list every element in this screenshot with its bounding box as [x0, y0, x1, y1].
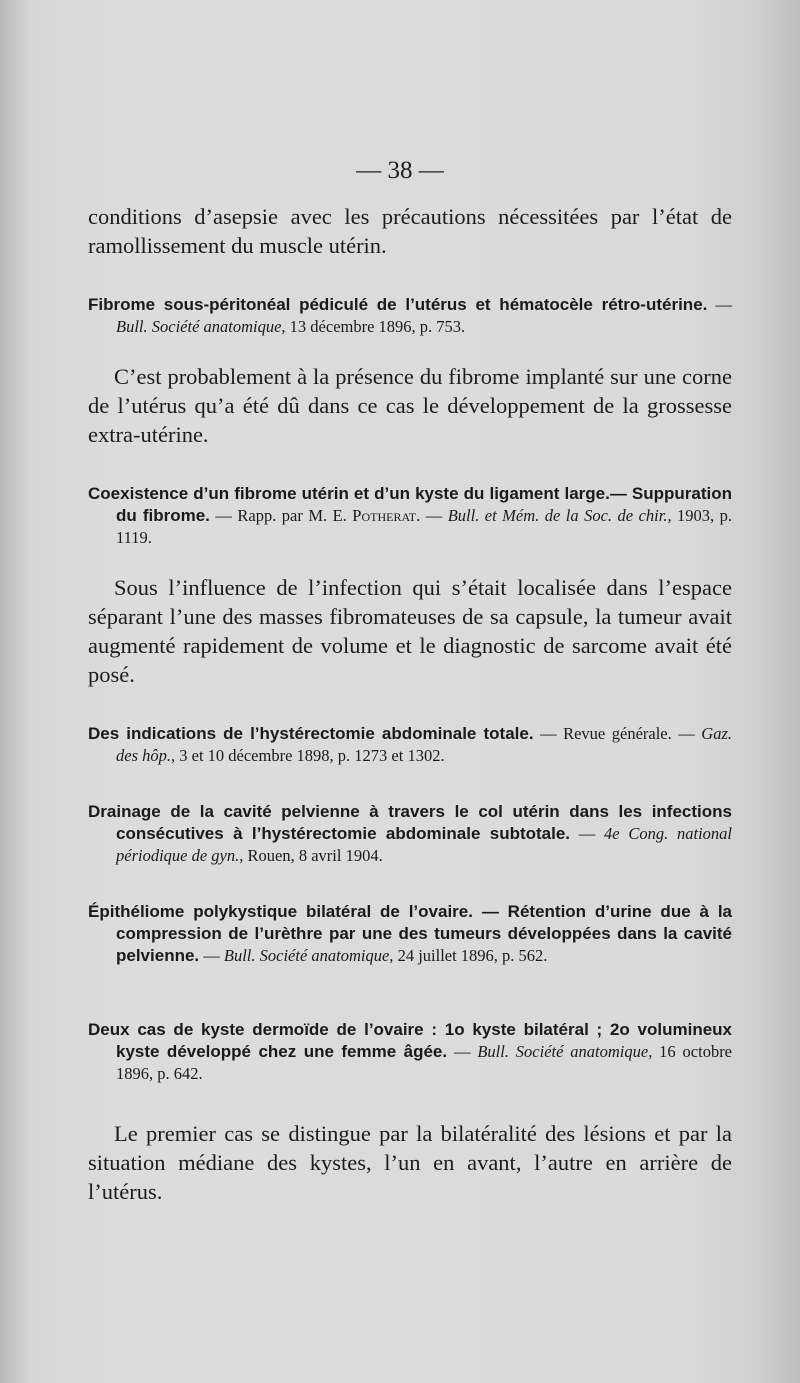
- entry-title: Deux cas de kyste dermoïde de l’ovaire : 1o kyste bilatéral ; 2o volumineux kyste développé chez une femme âgée.: [88, 1020, 732, 1061]
- entry-journal: 4e Cong. national périodique de gyn.,: [116, 824, 732, 865]
- entry-journal: Bull. Société anatomique,: [477, 1042, 653, 1061]
- entry-title: Fibrome sous-péritonéal pédiculé de l’utérus et hématocèle rétro-utérine.: [88, 295, 708, 314]
- entry-date: Rouen, 8 avril 1904.: [243, 846, 383, 865]
- page-number: — 38 —: [356, 157, 444, 184]
- entry-date: 24 juillet 1896, p. 562.: [393, 946, 548, 965]
- paragraph-fibrome: C’est probablement à la présence du fibrome implanté sur une corne de l’utérus qu’a été dû dans ce cas le développement de la grossesse extra-utérine.: [88, 364, 732, 447]
- entry-journal: Bull. Société anatomique,: [223, 946, 394, 965]
- entry-title: Épithéliome polykystique bilatéral de l’ovaire. — Rétention d’urine due à la compression de l’urèthre par une des tumeurs développées dans la cavité pelvienne.: [88, 902, 732, 965]
- entry-journal: Bull. et Mém. de la Soc. de chir.,: [447, 506, 672, 525]
- entry-journal: Gaz. des hôp.,: [116, 724, 733, 765]
- paragraph-kystes: Le premier cas se distingue par la bilatéralité des lésions et par la situation médiane des kystes, l’un en avant, l’autre en arrière de l’utérus.: [88, 1121, 732, 1204]
- bibliography-entry-3: Des indications de l’hystérectomie abdominale totale. — Revue générale. — Gaz. des hôp., 3 et 10 décembre 1898, p. 1273 et 1302.: [88, 724, 733, 765]
- page-content: [88, 202, 732, 1206]
- entry-title: Drainage de la cavité pelvienne à travers le col utérin dans les infections consécutives à l’hystérectomie abdominale subtotale.: [88, 802, 732, 843]
- paragraph-continuation: conditions d’asepsie avec les précautions nécessitées par l’état de ramollissement du muscle utérin.: [88, 204, 732, 258]
- entry-title: Des indications de l’hystérectomie abdominale totale.: [88, 724, 534, 743]
- bibliography-entry-5: Épithéliome polykystique bilatéral de l’ovaire. — Rétention d’urine due à la compression de l’urèthre par une des tumeurs développées dans la cavité pelvienne. — Bull. Société anatomique, 24 juillet 1896, p. 562.: [88, 902, 732, 965]
- entry-date: 16 octobre 1896, p. 642.: [116, 1042, 733, 1083]
- bibliography-entry-6: Deux cas de kyste dermoïde de l’ovaire : 1o kyste bilatéral ; 2o volumineux kyste développé chez une femme âgée. — Bull. Société anatomique, 16 octobre 1896, p. 642.: [88, 1020, 733, 1083]
- entry-journal: Bull. Société anatomique,: [116, 317, 286, 336]
- bibliography-entry-4: Drainage de la cavité pelvienne à travers le col utérin dans les infections consécutives à l’hystérectomie abdominale subtotale. — 4e Cong. national périodique de gyn., Rouen, 8 avril 1904.: [88, 802, 732, 865]
- entry-date: 13 décembre 1896, p. 753.: [285, 317, 466, 336]
- paragraph-infection: Sous l’influence de l’infection qui s’était localisée dans l’espace séparant l’une des masses fibromateuses de sa capsule, la tumeur avait augmenté rapidement de volume et le diagnostic de sarcome avait été posé.: [88, 575, 732, 687]
- bibliography-entry-1: Fibrome sous-péritonéal pédiculé de l’utérus et hématocèle rétro-utérine. — Bull. Société anatomique, 13 décembre 1896, p. 753.: [88, 295, 733, 336]
- bibliography-entry-2: Coexistence d’un fibrome utérin et d’un kyste du ligament large.— Suppuration du fibrome. — Rapp. par M. E. Potherat. — Bull. et Mém. de la Soc. de chir., 1903, p. 1119.: [88, 484, 733, 547]
- entry-date: 1903, p. 1119.: [116, 506, 733, 547]
- entry-date: 3 et 10 décembre 1898, p. 1273 et 1302.: [175, 746, 445, 765]
- entry-title: Coexistence d’un fibrome utérin et d’un kyste du ligament large.— Suppuration du fibrome.: [88, 484, 732, 525]
- entry-author: Potherat: [352, 506, 417, 525]
